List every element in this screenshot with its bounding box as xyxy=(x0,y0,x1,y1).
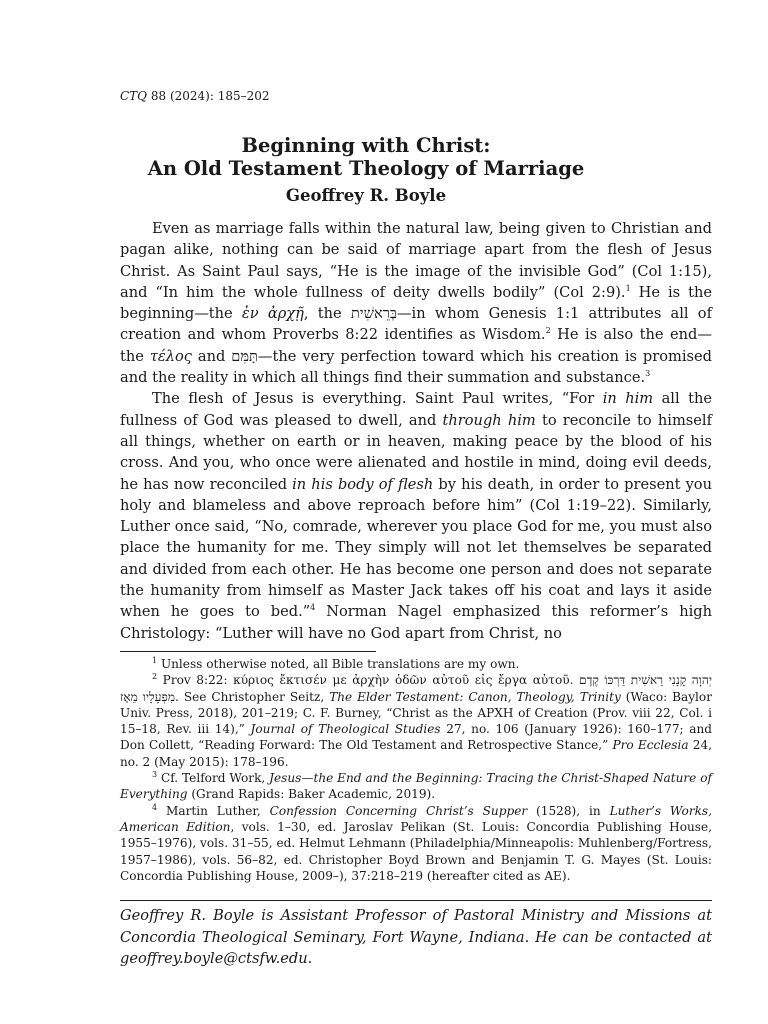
article-title xyxy=(120,134,612,180)
author-name: Geoffrey R. Boyle xyxy=(285,186,447,205)
title-line-1: Beginning with Christ: xyxy=(241,134,491,157)
article-body xyxy=(120,218,712,644)
text-run: 24, no. 2 (May 2015): 178–196. xyxy=(120,738,712,769)
body-paragraph xyxy=(120,388,712,644)
footnote-divider xyxy=(120,651,376,652)
text-run: The flesh of Jesus is everything. Saint Paul writes, “For xyxy=(152,390,603,408)
italic-text: τέλος xyxy=(149,347,192,365)
text-run: (1528), in xyxy=(527,803,610,818)
text-run: Martin Luther, xyxy=(157,803,270,818)
text-run: Norman Nagel emphasized this reformer’s high Christology: “Luther will have no God apart from Christ, no xyxy=(120,603,712,642)
italic-text: Confession Concerning Christ’s Supper xyxy=(269,803,528,818)
author-bio: Geoffrey R. Boyle is Assistant Professor of Pastoral Ministry and Missions at Concordia Theological Seminary, Fort Wayne, Indiana. He can be contacted at geoffrey.boyle@ctsfw.edu. xyxy=(120,907,712,967)
text-run: He is also the end—the xyxy=(120,326,712,365)
italic-text: Journal of Theological Studies xyxy=(250,722,441,737)
footnotes xyxy=(120,656,712,884)
text-run: (Waco: Baylor Univ. Press, 2018), 201–219; C. F. Burney, “Christ as the APXH of Creation (Prov. viii 22, Col. i 15–18, Rev. iii 14),” xyxy=(120,689,712,737)
footnote-marker: 4 xyxy=(310,603,316,613)
footnote xyxy=(120,770,712,803)
text-run: Prov 8:22: κύριος ἔκτισέν με ἀρχὴν ὁδῶν αὐτοῦ εἰς ἔργα αὐτοῦ. יְהוָה קָנָנִי רֵאשִׁית דַּרְכּוֹ קֶדֶם מִפְעָלָיו מֵאָז. See Christopher Seitz, xyxy=(120,673,712,704)
body-paragraph xyxy=(120,218,712,388)
bio-divider xyxy=(120,900,712,901)
title-line-2: An Old Testament Theology of Marriage xyxy=(147,157,585,180)
footnote-marker: 3 xyxy=(645,369,651,379)
footnote-marker: 2 xyxy=(545,326,551,336)
footnote-marker: 2 xyxy=(152,672,158,682)
journal-abbreviation: CTQ xyxy=(120,89,148,103)
italic-text: Luther’s Works, American Edition xyxy=(120,803,712,834)
text-run: 27, no. 106 (January 1926): 160–177; and Don Collett, “Reading Forward: The Old Testament and Retrospective Stance,” xyxy=(120,722,712,753)
italic-text: The Elder Testament: Canon, Theology, Trinity xyxy=(329,689,621,704)
footnote-marker: 4 xyxy=(152,802,158,812)
running-header xyxy=(120,89,270,103)
text-run: , the בְּרֵאשִׁית—in whom Genesis 1:1 attributes all of creation and whom Proverbs 8:22 identifies as Wisdom. xyxy=(120,305,712,344)
journal-citation: 88 (2024): 185–202 xyxy=(150,89,270,103)
footnote-marker: 3 xyxy=(152,770,158,780)
footnote-marker: 1 xyxy=(152,655,158,665)
text-run: Unless otherwise noted, all Bible translations are my own. xyxy=(157,657,520,671)
text-run: He is the beginning—the xyxy=(120,283,712,323)
text-run: Cf. Telford Work, xyxy=(157,771,270,786)
footnote xyxy=(120,672,712,770)
italic-text: Jesus—the End and the Beginning: Tracing the Christ-Shaped Nature of Everything xyxy=(120,771,712,802)
footnote xyxy=(120,656,712,672)
italic-text: through him xyxy=(442,411,536,429)
footnote xyxy=(120,803,712,884)
footnote-marker: 1 xyxy=(625,284,631,294)
italic-text: Pro Ecclesia xyxy=(612,738,689,753)
text-run: , vols. 1–30, ed. Jaroslav Pelikan (St. Louis: Concordia Publishing House, 1955–1976), vols. 31–55, ed. Helmut Lehmann (Philadelphia/Minneapolis: Muhlenberg/Fortress, 1957–1986), vols. 56–82, ed. Christopher Boyd Brown and Benjamin T. G. Mayes (St. Louis: Concordia Publishing House, 2009–), 37:218–219 (hereafter cited as AE). xyxy=(120,819,712,883)
italic-text: in his body of flesh xyxy=(292,475,434,493)
text-run: by his death, in order to present you holy and blameless and above reproach before him” (Col 1:19–22). Similarly, Luther once said, “No, comrade, wherever you place God for me, you must also place the humanity for me. They simply will not let themselves be separated and divided from each other. He has become one person and does not separate the humanity from himself as Master Jack takes off his coat and lays it aside when he goes to bed.” xyxy=(120,475,712,621)
text-run: (Grand Rapids: Baker Academic, 2019). xyxy=(187,787,436,802)
italic-text: in him xyxy=(602,390,654,408)
text-run: and תָּמִּם—the very perfection toward which his creation is promised and the reality in which all things find their summation and substance. xyxy=(120,347,712,387)
text-run: to reconcile to himself all things, whether on earth or in heaven, making peace by the blood of his cross. And you, who once were alienated and hostile in mind, doing evil deeds, he has now reconciled xyxy=(120,411,712,493)
text-run: all the fullness of God was pleased to dwell, and xyxy=(120,390,712,429)
italic-text: ἐν ἀρχῇ xyxy=(241,305,304,323)
text-run: Even as marriage falls within the natural law, being given to Christian and pagan alike, nothing can be said of marriage apart from the flesh of Jesus Christ. As Saint Paul says, “He is the image of the invisible God” (Col 1:15), and “In him the whole fullness of deity dwells bodily” (Col 2:9). xyxy=(120,220,712,301)
